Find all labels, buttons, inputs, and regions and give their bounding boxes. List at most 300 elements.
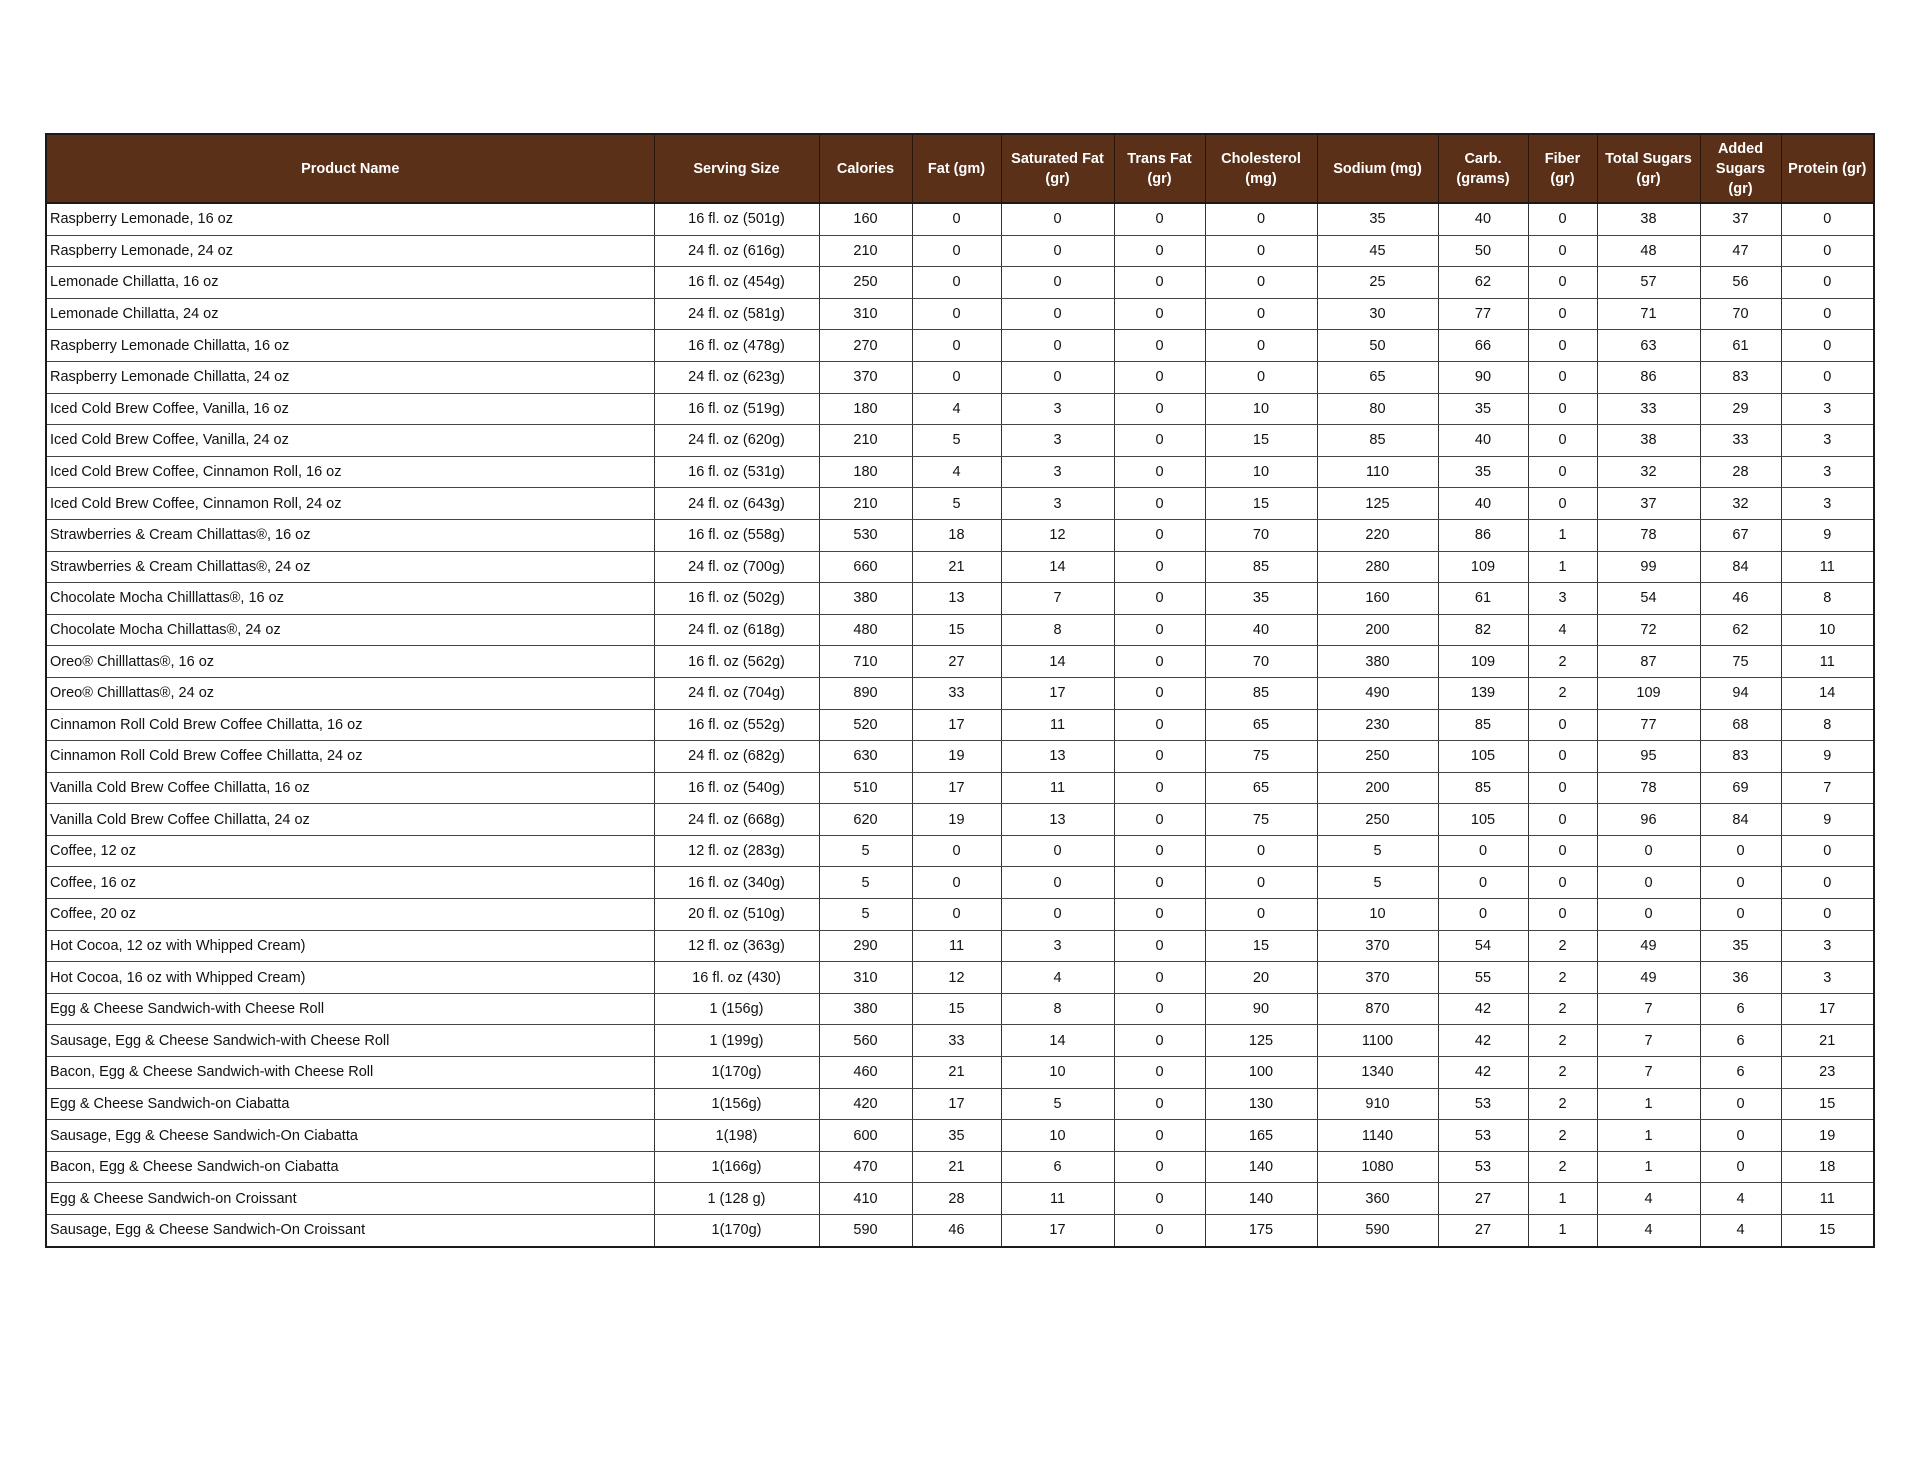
- column-header-product-name: Product Name: [46, 134, 654, 203]
- table-header-row: [46, 134, 1874, 203]
- protein-cell: 11: [1781, 551, 1874, 583]
- calories-cell: 370: [819, 361, 912, 393]
- fat-cell: 17: [912, 772, 1001, 804]
- carbs-cell: 40: [1438, 425, 1528, 457]
- protein-cell: 0: [1781, 835, 1874, 867]
- calories-cell: 710: [819, 646, 912, 678]
- serving-size-cell: 12 fl. oz (283g): [654, 835, 819, 867]
- product-name-cell: Iced Cold Brew Coffee, Cinnamon Roll, 16 oz: [46, 456, 654, 488]
- table-row: [46, 899, 1874, 931]
- trans-fat-cell: 0: [1114, 583, 1205, 615]
- calories-cell: 630: [819, 741, 912, 773]
- sodium-cell: 50: [1317, 330, 1438, 362]
- sodium-cell: 45: [1317, 235, 1438, 267]
- serving-size-cell: 1(166g): [654, 1151, 819, 1183]
- total-sugars-cell: 77: [1597, 709, 1700, 741]
- total-sugars-cell: 37: [1597, 488, 1700, 520]
- saturated-fat-cell: 10: [1001, 1057, 1114, 1089]
- fat-cell: 0: [912, 330, 1001, 362]
- sodium-cell: 1140: [1317, 1120, 1438, 1152]
- cholesterol-cell: 0: [1205, 203, 1317, 235]
- fat-cell: 15: [912, 993, 1001, 1025]
- total-sugars-cell: 48: [1597, 235, 1700, 267]
- total-sugars-cell: 1: [1597, 1088, 1700, 1120]
- cholesterol-cell: 65: [1205, 772, 1317, 804]
- fiber-cell: 0: [1528, 235, 1597, 267]
- calories-cell: 310: [819, 298, 912, 330]
- total-sugars-cell: 71: [1597, 298, 1700, 330]
- saturated-fat-cell: 11: [1001, 709, 1114, 741]
- product-name-cell: Sausage, Egg & Cheese Sandwich-On Ciabatta: [46, 1120, 654, 1152]
- protein-cell: 0: [1781, 267, 1874, 299]
- protein-cell: 3: [1781, 930, 1874, 962]
- added-sugars-cell: 61: [1700, 330, 1781, 362]
- calories-cell: 210: [819, 488, 912, 520]
- saturated-fat-cell: 0: [1001, 203, 1114, 235]
- table-row: [46, 1088, 1874, 1120]
- fat-cell: 35: [912, 1120, 1001, 1152]
- product-name-cell: Raspberry Lemonade, 16 oz: [46, 203, 654, 235]
- added-sugars-cell: 62: [1700, 614, 1781, 646]
- serving-size-cell: 1(156g): [654, 1088, 819, 1120]
- carbs-cell: 139: [1438, 677, 1528, 709]
- fiber-cell: 2: [1528, 1151, 1597, 1183]
- column-header-fiber: Fiber (gr): [1528, 134, 1597, 203]
- total-sugars-cell: 1: [1597, 1151, 1700, 1183]
- fiber-cell: 2: [1528, 930, 1597, 962]
- fiber-cell: 4: [1528, 614, 1597, 646]
- sodium-cell: 360: [1317, 1183, 1438, 1215]
- serving-size-cell: 24 fl. oz (700g): [654, 551, 819, 583]
- sodium-cell: 85: [1317, 425, 1438, 457]
- added-sugars-cell: 0: [1700, 835, 1781, 867]
- total-sugars-cell: 95: [1597, 741, 1700, 773]
- total-sugars-cell: 7: [1597, 1025, 1700, 1057]
- column-header-serving-size: Serving Size: [654, 134, 819, 203]
- product-name-cell: Hot Cocoa, 16 oz with Whipped Cream): [46, 962, 654, 994]
- fiber-cell: 2: [1528, 1120, 1597, 1152]
- fiber-cell: 0: [1528, 330, 1597, 362]
- added-sugars-cell: 67: [1700, 519, 1781, 551]
- column-header-total-sugars: Total Sugars (gr): [1597, 134, 1700, 203]
- saturated-fat-cell: 0: [1001, 835, 1114, 867]
- total-sugars-cell: 109: [1597, 677, 1700, 709]
- calories-cell: 520: [819, 709, 912, 741]
- table-row: [46, 298, 1874, 330]
- fat-cell: 13: [912, 583, 1001, 615]
- table-row: [46, 1215, 1874, 1247]
- saturated-fat-cell: 14: [1001, 1025, 1114, 1057]
- table-row: [46, 646, 1874, 678]
- trans-fat-cell: 0: [1114, 361, 1205, 393]
- added-sugars-cell: 32: [1700, 488, 1781, 520]
- added-sugars-cell: 29: [1700, 393, 1781, 425]
- fat-cell: 4: [912, 456, 1001, 488]
- protein-cell: 0: [1781, 298, 1874, 330]
- product-name-cell: Sausage, Egg & Cheese Sandwich-with Cheese Roll: [46, 1025, 654, 1057]
- product-name-cell: Coffee, 16 oz: [46, 867, 654, 899]
- cholesterol-cell: 20: [1205, 962, 1317, 994]
- total-sugars-cell: 87: [1597, 646, 1700, 678]
- saturated-fat-cell: 0: [1001, 267, 1114, 299]
- trans-fat-cell: 0: [1114, 772, 1205, 804]
- sodium-cell: 1100: [1317, 1025, 1438, 1057]
- serving-size-cell: 24 fl. oz (623g): [654, 361, 819, 393]
- added-sugars-cell: 56: [1700, 267, 1781, 299]
- protein-cell: 11: [1781, 1183, 1874, 1215]
- fat-cell: 21: [912, 551, 1001, 583]
- fiber-cell: 0: [1528, 393, 1597, 425]
- saturated-fat-cell: 11: [1001, 1183, 1114, 1215]
- total-sugars-cell: 96: [1597, 804, 1700, 836]
- fat-cell: 0: [912, 267, 1001, 299]
- saturated-fat-cell: 3: [1001, 930, 1114, 962]
- carbs-cell: 53: [1438, 1151, 1528, 1183]
- column-header-cholesterol: Cholesterol (mg): [1205, 134, 1317, 203]
- added-sugars-cell: 28: [1700, 456, 1781, 488]
- fat-cell: 11: [912, 930, 1001, 962]
- sodium-cell: 25: [1317, 267, 1438, 299]
- fiber-cell: 0: [1528, 425, 1597, 457]
- protein-cell: 14: [1781, 677, 1874, 709]
- cholesterol-cell: 0: [1205, 235, 1317, 267]
- saturated-fat-cell: 10: [1001, 1120, 1114, 1152]
- saturated-fat-cell: 11: [1001, 772, 1114, 804]
- product-name-cell: Coffee, 12 oz: [46, 835, 654, 867]
- calories-cell: 620: [819, 804, 912, 836]
- carbs-cell: 105: [1438, 804, 1528, 836]
- sodium-cell: 1080: [1317, 1151, 1438, 1183]
- saturated-fat-cell: 0: [1001, 899, 1114, 931]
- carbs-cell: 40: [1438, 488, 1528, 520]
- total-sugars-cell: 0: [1597, 899, 1700, 931]
- table-row: [46, 267, 1874, 299]
- fiber-cell: 0: [1528, 804, 1597, 836]
- trans-fat-cell: 0: [1114, 235, 1205, 267]
- trans-fat-cell: 0: [1114, 1215, 1205, 1247]
- saturated-fat-cell: 13: [1001, 804, 1114, 836]
- table-row: [46, 993, 1874, 1025]
- calories-cell: 210: [819, 425, 912, 457]
- fat-cell: 46: [912, 1215, 1001, 1247]
- serving-size-cell: 1(198): [654, 1120, 819, 1152]
- product-name-cell: Hot Cocoa, 12 oz with Whipped Cream): [46, 930, 654, 962]
- carbs-cell: 35: [1438, 393, 1528, 425]
- trans-fat-cell: 0: [1114, 930, 1205, 962]
- serving-size-cell: 16 fl. oz (562g): [654, 646, 819, 678]
- fiber-cell: 0: [1528, 772, 1597, 804]
- carbs-cell: 0: [1438, 899, 1528, 931]
- carbs-cell: 66: [1438, 330, 1528, 362]
- saturated-fat-cell: 14: [1001, 646, 1114, 678]
- serving-size-cell: 16 fl. oz (552g): [654, 709, 819, 741]
- serving-size-cell: 16 fl. oz (502g): [654, 583, 819, 615]
- sodium-cell: 250: [1317, 804, 1438, 836]
- fat-cell: 4: [912, 393, 1001, 425]
- sodium-cell: 910: [1317, 1088, 1438, 1120]
- product-name-cell: Egg & Cheese Sandwich-with Cheese Roll: [46, 993, 654, 1025]
- table-row: [46, 456, 1874, 488]
- sodium-cell: 230: [1317, 709, 1438, 741]
- serving-size-cell: 1 (199g): [654, 1025, 819, 1057]
- carbs-cell: 0: [1438, 867, 1528, 899]
- protein-cell: 3: [1781, 488, 1874, 520]
- added-sugars-cell: 37: [1700, 203, 1781, 235]
- carbs-cell: 77: [1438, 298, 1528, 330]
- fat-cell: 12: [912, 962, 1001, 994]
- trans-fat-cell: 0: [1114, 677, 1205, 709]
- trans-fat-cell: 0: [1114, 425, 1205, 457]
- product-name-cell: Egg & Cheese Sandwich-on Croissant: [46, 1183, 654, 1215]
- added-sugars-cell: 83: [1700, 741, 1781, 773]
- calories-cell: 660: [819, 551, 912, 583]
- column-header-added-sugars: Added Sugars (gr): [1700, 134, 1781, 203]
- sodium-cell: 5: [1317, 867, 1438, 899]
- total-sugars-cell: 78: [1597, 772, 1700, 804]
- total-sugars-cell: 38: [1597, 203, 1700, 235]
- fat-cell: 33: [912, 677, 1001, 709]
- sodium-cell: 35: [1317, 203, 1438, 235]
- fiber-cell: 3: [1528, 583, 1597, 615]
- fat-cell: 0: [912, 835, 1001, 867]
- calories-cell: 270: [819, 330, 912, 362]
- table-row: [46, 519, 1874, 551]
- carbs-cell: 109: [1438, 551, 1528, 583]
- trans-fat-cell: 0: [1114, 330, 1205, 362]
- fat-cell: 18: [912, 519, 1001, 551]
- protein-cell: 8: [1781, 709, 1874, 741]
- serving-size-cell: 16 fl. oz (478g): [654, 330, 819, 362]
- product-name-cell: Strawberries & Cream Chillattas®, 16 oz: [46, 519, 654, 551]
- carbs-cell: 85: [1438, 709, 1528, 741]
- fiber-cell: 0: [1528, 361, 1597, 393]
- total-sugars-cell: 49: [1597, 930, 1700, 962]
- calories-cell: 5: [819, 867, 912, 899]
- table-row: [46, 1057, 1874, 1089]
- saturated-fat-cell: 3: [1001, 456, 1114, 488]
- trans-fat-cell: 0: [1114, 393, 1205, 425]
- total-sugars-cell: 4: [1597, 1183, 1700, 1215]
- product-name-cell: Sausage, Egg & Cheese Sandwich-On Croissant: [46, 1215, 654, 1247]
- fiber-cell: 2: [1528, 993, 1597, 1025]
- added-sugars-cell: 84: [1700, 804, 1781, 836]
- fiber-cell: 0: [1528, 456, 1597, 488]
- fat-cell: 19: [912, 804, 1001, 836]
- fat-cell: 21: [912, 1151, 1001, 1183]
- table-row: [46, 425, 1874, 457]
- trans-fat-cell: 0: [1114, 488, 1205, 520]
- added-sugars-cell: 6: [1700, 1057, 1781, 1089]
- fat-cell: 0: [912, 235, 1001, 267]
- total-sugars-cell: 0: [1597, 835, 1700, 867]
- carbs-cell: 54: [1438, 930, 1528, 962]
- column-header-saturated-fat: Saturated Fat (gr): [1001, 134, 1114, 203]
- serving-size-cell: 16 fl. oz (531g): [654, 456, 819, 488]
- trans-fat-cell: 0: [1114, 741, 1205, 773]
- added-sugars-cell: 0: [1700, 1151, 1781, 1183]
- fiber-cell: 0: [1528, 899, 1597, 931]
- calories-cell: 180: [819, 456, 912, 488]
- cholesterol-cell: 0: [1205, 867, 1317, 899]
- sodium-cell: 30: [1317, 298, 1438, 330]
- cholesterol-cell: 130: [1205, 1088, 1317, 1120]
- product-name-cell: Oreo® Chilllattas®, 16 oz: [46, 646, 654, 678]
- added-sugars-cell: 47: [1700, 235, 1781, 267]
- fat-cell: 17: [912, 709, 1001, 741]
- protein-cell: 11: [1781, 646, 1874, 678]
- total-sugars-cell: 57: [1597, 267, 1700, 299]
- saturated-fat-cell: 3: [1001, 425, 1114, 457]
- serving-size-cell: 16 fl. oz (430): [654, 962, 819, 994]
- trans-fat-cell: 0: [1114, 1120, 1205, 1152]
- protein-cell: 0: [1781, 235, 1874, 267]
- fat-cell: 5: [912, 425, 1001, 457]
- carbs-cell: 35: [1438, 456, 1528, 488]
- sodium-cell: 370: [1317, 962, 1438, 994]
- product-name-cell: Coffee, 20 oz: [46, 899, 654, 931]
- product-name-cell: Iced Cold Brew Coffee, Vanilla, 24 oz: [46, 425, 654, 457]
- product-name-cell: Vanilla Cold Brew Coffee Chillatta, 16 oz: [46, 772, 654, 804]
- trans-fat-cell: 0: [1114, 646, 1205, 678]
- serving-size-cell: 24 fl. oz (616g): [654, 235, 819, 267]
- trans-fat-cell: 0: [1114, 899, 1205, 931]
- added-sugars-cell: 46: [1700, 583, 1781, 615]
- saturated-fat-cell: 17: [1001, 677, 1114, 709]
- table-row: [46, 1025, 1874, 1057]
- total-sugars-cell: 4: [1597, 1215, 1700, 1247]
- cholesterol-cell: 15: [1205, 488, 1317, 520]
- total-sugars-cell: 32: [1597, 456, 1700, 488]
- cholesterol-cell: 85: [1205, 551, 1317, 583]
- fiber-cell: 2: [1528, 1088, 1597, 1120]
- serving-size-cell: 16 fl. oz (540g): [654, 772, 819, 804]
- cholesterol-cell: 140: [1205, 1183, 1317, 1215]
- protein-cell: 23: [1781, 1057, 1874, 1089]
- added-sugars-cell: 6: [1700, 993, 1781, 1025]
- carbs-cell: 86: [1438, 519, 1528, 551]
- fat-cell: 19: [912, 741, 1001, 773]
- cholesterol-cell: 10: [1205, 393, 1317, 425]
- serving-size-cell: 16 fl. oz (340g): [654, 867, 819, 899]
- column-header-sodium: Sodium (mg): [1317, 134, 1438, 203]
- added-sugars-cell: 69: [1700, 772, 1781, 804]
- calories-cell: 470: [819, 1151, 912, 1183]
- trans-fat-cell: 0: [1114, 298, 1205, 330]
- saturated-fat-cell: 0: [1001, 298, 1114, 330]
- trans-fat-cell: 0: [1114, 867, 1205, 899]
- carbs-cell: 50: [1438, 235, 1528, 267]
- total-sugars-cell: 38: [1597, 425, 1700, 457]
- trans-fat-cell: 0: [1114, 551, 1205, 583]
- trans-fat-cell: 0: [1114, 1151, 1205, 1183]
- column-header-carbs: Carb. (grams): [1438, 134, 1528, 203]
- trans-fat-cell: 0: [1114, 203, 1205, 235]
- fiber-cell: 0: [1528, 741, 1597, 773]
- product-name-cell: Chocolate Mocha Chillattas®, 24 oz: [46, 614, 654, 646]
- serving-size-cell: 16 fl. oz (501g): [654, 203, 819, 235]
- product-name-cell: Lemonade Chillatta, 16 oz: [46, 267, 654, 299]
- table-row: [46, 551, 1874, 583]
- total-sugars-cell: 54: [1597, 583, 1700, 615]
- cholesterol-cell: 90: [1205, 993, 1317, 1025]
- nutrition-table: [45, 133, 1875, 1248]
- sodium-cell: 250: [1317, 741, 1438, 773]
- carbs-cell: 55: [1438, 962, 1528, 994]
- carbs-cell: 42: [1438, 1057, 1528, 1089]
- serving-size-cell: 24 fl. oz (704g): [654, 677, 819, 709]
- fat-cell: 33: [912, 1025, 1001, 1057]
- sodium-cell: 590: [1317, 1215, 1438, 1247]
- carbs-cell: 27: [1438, 1183, 1528, 1215]
- calories-cell: 480: [819, 614, 912, 646]
- product-name-cell: Lemonade Chillatta, 24 oz: [46, 298, 654, 330]
- calories-cell: 250: [819, 267, 912, 299]
- fat-cell: 21: [912, 1057, 1001, 1089]
- total-sugars-cell: 7: [1597, 993, 1700, 1025]
- cholesterol-cell: 85: [1205, 677, 1317, 709]
- table-row: [46, 614, 1874, 646]
- cholesterol-cell: 10: [1205, 456, 1317, 488]
- cholesterol-cell: 35: [1205, 583, 1317, 615]
- added-sugars-cell: 0: [1700, 1120, 1781, 1152]
- protein-cell: 9: [1781, 804, 1874, 836]
- sodium-cell: 280: [1317, 551, 1438, 583]
- product-name-cell: Raspberry Lemonade Chillatta, 24 oz: [46, 361, 654, 393]
- column-header-protein: Protein (gr): [1781, 134, 1874, 203]
- fat-cell: 27: [912, 646, 1001, 678]
- carbs-cell: 105: [1438, 741, 1528, 773]
- saturated-fat-cell: 8: [1001, 614, 1114, 646]
- protein-cell: 0: [1781, 330, 1874, 362]
- total-sugars-cell: 0: [1597, 867, 1700, 899]
- trans-fat-cell: 0: [1114, 1025, 1205, 1057]
- calories-cell: 380: [819, 583, 912, 615]
- carbs-cell: 42: [1438, 993, 1528, 1025]
- total-sugars-cell: 7: [1597, 1057, 1700, 1089]
- trans-fat-cell: 0: [1114, 456, 1205, 488]
- table-row: [46, 867, 1874, 899]
- sodium-cell: 5: [1317, 835, 1438, 867]
- carbs-cell: 53: [1438, 1120, 1528, 1152]
- cholesterol-cell: 165: [1205, 1120, 1317, 1152]
- fiber-cell: 0: [1528, 203, 1597, 235]
- added-sugars-cell: 75: [1700, 646, 1781, 678]
- fat-cell: 0: [912, 899, 1001, 931]
- saturated-fat-cell: 8: [1001, 993, 1114, 1025]
- sodium-cell: 200: [1317, 614, 1438, 646]
- fiber-cell: 1: [1528, 1215, 1597, 1247]
- table-row: [46, 709, 1874, 741]
- saturated-fat-cell: 0: [1001, 361, 1114, 393]
- sodium-cell: 380: [1317, 646, 1438, 678]
- added-sugars-cell: 35: [1700, 930, 1781, 962]
- calories-cell: 160: [819, 203, 912, 235]
- table-row: [46, 330, 1874, 362]
- trans-fat-cell: 0: [1114, 267, 1205, 299]
- cholesterol-cell: 100: [1205, 1057, 1317, 1089]
- total-sugars-cell: 72: [1597, 614, 1700, 646]
- product-name-cell: Raspberry Lemonade Chillatta, 16 oz: [46, 330, 654, 362]
- table-row: [46, 488, 1874, 520]
- cholesterol-cell: 175: [1205, 1215, 1317, 1247]
- sodium-cell: 110: [1317, 456, 1438, 488]
- column-header-fat: Fat (gm): [912, 134, 1001, 203]
- product-name-cell: Vanilla Cold Brew Coffee Chillatta, 24 oz: [46, 804, 654, 836]
- serving-size-cell: 1 (128 g): [654, 1183, 819, 1215]
- protein-cell: 3: [1781, 393, 1874, 425]
- cholesterol-cell: 0: [1205, 899, 1317, 931]
- added-sugars-cell: 70: [1700, 298, 1781, 330]
